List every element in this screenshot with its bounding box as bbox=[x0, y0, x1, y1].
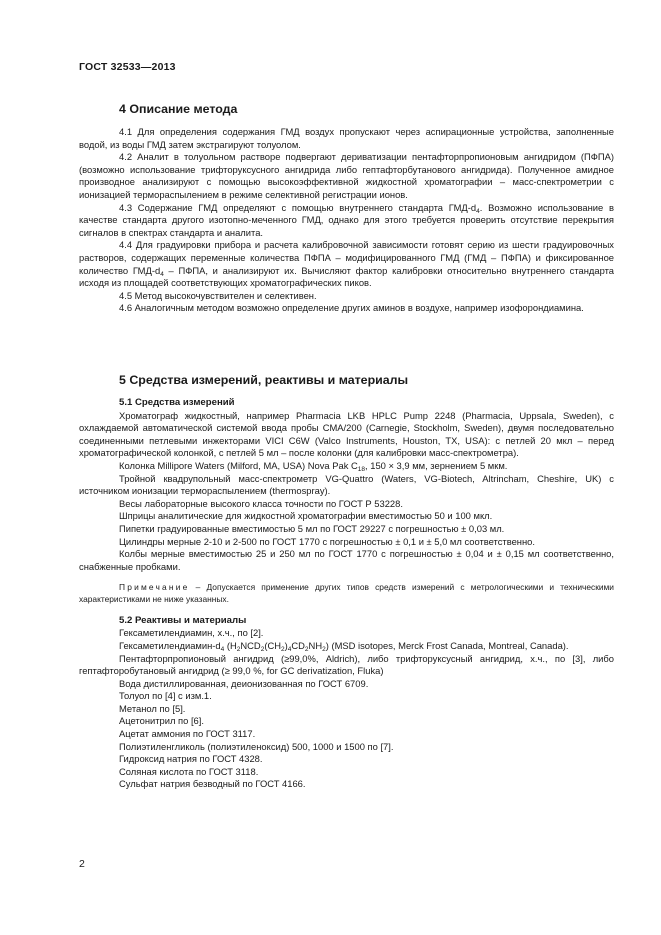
section-5 bbox=[79, 372, 614, 791]
paragraph-5-2-7: Ацетонитрил по [6]. bbox=[119, 715, 204, 727]
paragraph-5-1-8: Колбы мерные вместимостью 25 и 250 мл по ГОСТ 1770 с погрешностью ± 0,04 и ± 0,15 мл соответственно, снабженные пробками. bbox=[79, 548, 614, 572]
paragraph-5-1-6: Пипетки градуированные вместимостью 5 мл по ГОСТ 29227 с погрешностью ± 0,03 мл. bbox=[119, 522, 505, 534]
paragraph-5-2-3: Пентафторпропионовый ангидрид (≥99,0%, Aldrich), либо трифторуксусный ангидрид, х.ч., по [3], либо гептафторобутановый ангидрид (≥ 99,0 %, for GC derivatization, Fluka) bbox=[79, 652, 614, 677]
paragraph-5-2-11: Соляная кислота по ГОСТ 3118. bbox=[119, 765, 259, 777]
section-4 bbox=[79, 101, 614, 315]
paragraph-4-4: 4.4 Для градуировки прибора и расчета калибровочной зависимости готовят серию из шести градуировочных растворов, содержащих переменные количества ПФПА – модифицированного ГМД (ГМД – ПФПА) и фиксированное количество ГМД-$d_4$ – ПФПА, и анализируют их. Вычисляют фактор калибровки относительно внутреннего стандарта исходя из площадей соответствующих хроматографических пиков. bbox=[79, 239, 614, 289]
document-header: ГОСТ 32533—2013 bbox=[79, 61, 176, 73]
paragraph-5-2-4: Вода дистиллированная, деионизованная по ГОСТ 6709. bbox=[119, 677, 369, 689]
page-number: 2 bbox=[79, 858, 85, 870]
paragraph-4-6: 4.6 Аналогичным методом возможно определение других аминов в воздухе, например изофорондиамина. bbox=[119, 302, 584, 314]
paragraph-5-1-3: Тройной квадрупольный масс-спектрометр VG-Quattro (Waters, VG-Biotech, Altrincham, Cheshire, UK) с источником ионизации термораспылением (thermospray). bbox=[79, 472, 614, 497]
paragraph-4-3: 4.3 Содержание ГМД определяют с помощью внутреннего стандарта ГМД-$d_4$. Возможно использование в качестве стандарта другого изотопно-меченного ГМД, однако для этого требуется проверить отсутствие перекрытия сигналов в спектрах стандарта и аналита. bbox=[79, 201, 614, 238]
paragraph-4-1: 4.1 Для определения содержания ГМД воздух пропускают через аспирационные устройства, заполненные водой, из воды ГМД затем экстрагируют толуолом. bbox=[79, 126, 614, 150]
paragraph-5-1-5: Шприцы аналитические для жидкостной хроматографии вместимостью 50 и 100 мкл. bbox=[119, 510, 493, 522]
paragraph-column: Колонка Millipore Waters (Milford, MA, USA) Nova Pak $C_{18}$, 150 × 3,9 мм, зернением 5 мкм. bbox=[119, 459, 508, 473]
paragraph-4-5: 4.5 Метод высокочувствителен и селективен. bbox=[119, 289, 317, 301]
paragraph-5-1-1: Хроматограф жидкостный, например Pharmacia LKB HPLC Pump 2248 (Pharmacia, Uppsala, Sweden), с охлаждаемой автоматической системой ввода пробы CMA/200 (Carnegie, Stockholm, Sweden), двумя последовательно соединенными петлевыми инжекторами VICI C6W (Valco Instruments, Houston, TX, USA): с петлей 20 мкл – перед хроматографической колонкой, с петлей 5 мл – после колонки (для калибровки масс-спектрометра). bbox=[79, 409, 614, 459]
paragraph-hmd-d4: Гексаметилендиамин-$d_4$ $(H_2NCD_2(CH_2)_4CD_2NH_2)$ (MSD isotopes, Merck Frost Canada, Montreal, Canada). bbox=[119, 639, 569, 653]
note-label: Примечание bbox=[119, 582, 190, 593]
subsection-5-1-title: 5.1 Средства измерений bbox=[119, 397, 235, 408]
section-4-title: 4 Описание метода bbox=[119, 102, 238, 116]
section-5-title: 5 Средства измерений, реактивы и материалы bbox=[119, 373, 409, 387]
subsection-5-2-title: 5.2 Реактивы и материалы bbox=[119, 614, 247, 626]
paragraph-4-2: 4.2 Аналит в толуольном растворе подвергают дериватизации пентафторпропионовым ангидридом (ПФПА) (возможно использование трифторуксусного ангидрида либо гептафторбутанового ангидрида). Полученное амидное производное анализируют с помощью высокоэффективной жидкостной хроматографии – масс-спектрометрии с ионизацией термораспылением в режиме селективной регистрации ионов. bbox=[79, 151, 614, 200]
paragraph-5-2-12: Сульфат натрия безводный по ГОСТ 4166. bbox=[119, 778, 306, 790]
paragraph-5-2-5: Толуол по [4] с изм.1. bbox=[119, 690, 212, 702]
paragraph-5-2-6: Метанол по [5]. bbox=[119, 702, 186, 714]
paragraph-5-1-7: Цилиндры мерные 2-10 и 2-500 по ГОСТ 1770 с погрешностью ± 0,1 и ± 5,0 мл соответственно. bbox=[119, 535, 535, 547]
paragraph-5-2-9: Полиэтиленгликоль (полиэтиленоксид) 500, 1000 и 1500 по [7]. bbox=[119, 740, 394, 752]
note: Примечание – Допускается применение других типов средств измерений с метрологическими и техническими характеристиками не ниже указанных. bbox=[79, 582, 614, 604]
paragraph-5-2-1: Гексаметилендиамин, х.ч., по [2]. bbox=[119, 627, 264, 639]
paragraph-5-2-8: Ацетат аммония по ГОСТ 3117. bbox=[119, 728, 256, 740]
paragraph-5-1-4: Весы лабораторные высокого класса точности по ГОСТ Р 53228. bbox=[119, 497, 403, 509]
paragraph-5-2-10: Гидроксид натрия по ГОСТ 4328. bbox=[119, 753, 263, 765]
